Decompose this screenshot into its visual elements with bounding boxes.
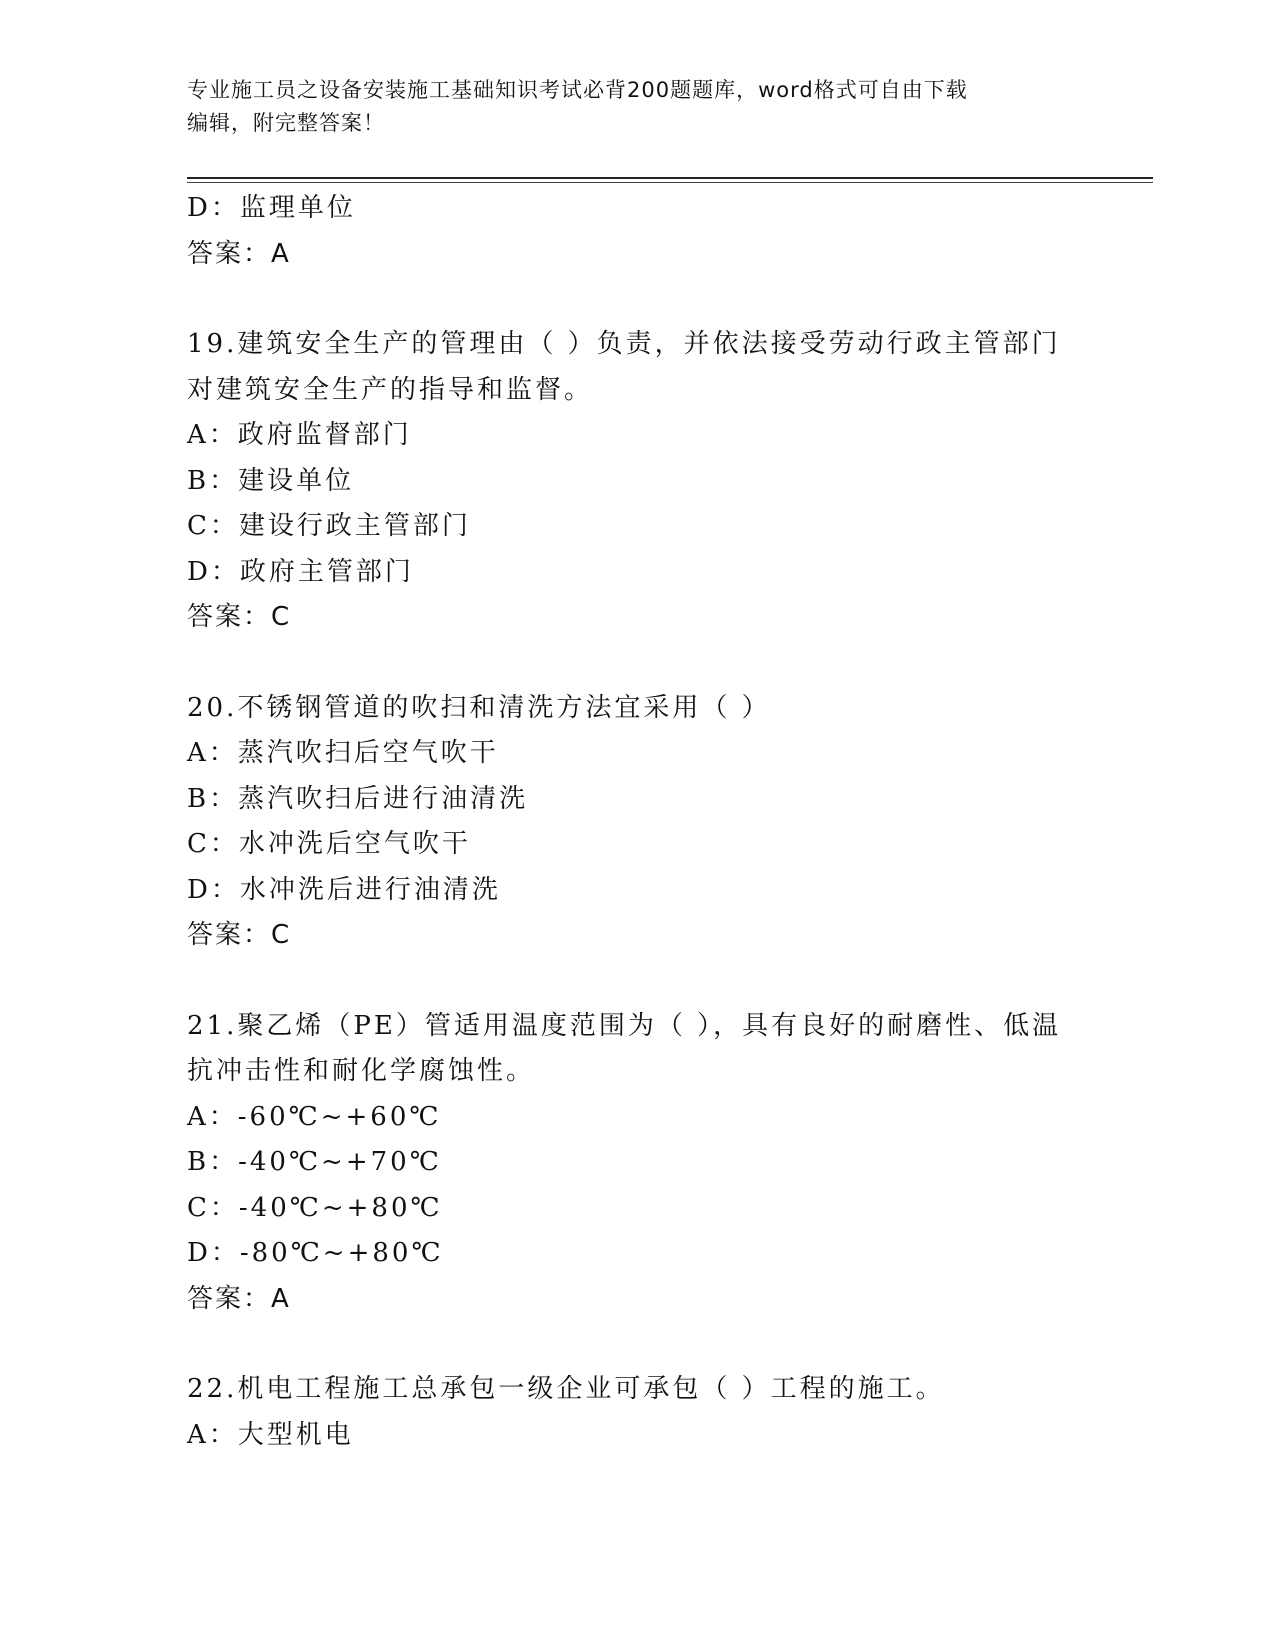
spacer [187, 641, 1087, 686]
option-a: A：大型机电 [187, 1419, 354, 1450]
question-stem: 20.不锈钢管道的吹扫和清洗方法宜采用（ ） [187, 692, 771, 723]
document-header [187, 74, 1077, 140]
header-line-2: 编辑，附完整答案！ [187, 111, 385, 135]
question-stem: 19.建筑安全生产的管理由（ ）负责，并依法接受劳动行政主管部门 [187, 329, 1061, 359]
header-line-1: 专业施工员之设备安装施工基础知识考试必背200题题库，word格式可自由下载 [187, 78, 968, 102]
option-a: A：蒸汽吹扫后空气吹干 [187, 738, 499, 768]
question-20 [187, 686, 1087, 959]
option-b: B：蒸汽吹扫后进行油清洗 [187, 783, 529, 814]
answer: 答案：A [187, 1283, 291, 1314]
question-stem-cont: 对建筑安全生产的指导和监督。 [187, 374, 594, 405]
question-22 [187, 1367, 1087, 1458]
option-c: C：水冲洗后空气吹干 [187, 829, 471, 859]
question-stem-cont: 抗冲击性和耐化学腐蚀性。 [187, 1056, 536, 1086]
option-b: B：建设单位 [187, 465, 355, 496]
header-divider-thin [187, 182, 1153, 183]
option-d: D：政府主管部门 [187, 556, 414, 587]
option-d: D：-80℃~+80℃ [187, 1238, 444, 1268]
answer: 答案：C [187, 920, 292, 950]
answer: 答案：C [187, 602, 292, 632]
spacer [187, 277, 1087, 322]
spacer [187, 1322, 1087, 1367]
option-b: B：-40℃~+70℃ [187, 1147, 442, 1177]
option-d: D：监理单位 [187, 193, 356, 223]
option-a: A：政府监督部门 [187, 420, 412, 450]
option-c: C：建设行政主管部门 [187, 511, 471, 541]
option-c: C：-40℃~+80℃ [187, 1192, 443, 1223]
answer: 答案：A [187, 238, 291, 269]
spacer [187, 959, 1087, 1004]
question-stem: 22.机电工程施工总承包一级企业可承包（ ）工程的施工。 [187, 1374, 945, 1404]
option-d: D：水冲洗后进行油清洗 [187, 874, 501, 905]
option-a: A：-60℃~+60℃ [187, 1101, 442, 1132]
question-21 [187, 1004, 1087, 1323]
question-19 [187, 322, 1087, 641]
header-divider [187, 177, 1153, 179]
document-body [187, 186, 1087, 1458]
question-stem: 21.聚乙烯（PE）管适用温度范围为（ ），具有良好的耐磨性、低温 [187, 1010, 1062, 1041]
